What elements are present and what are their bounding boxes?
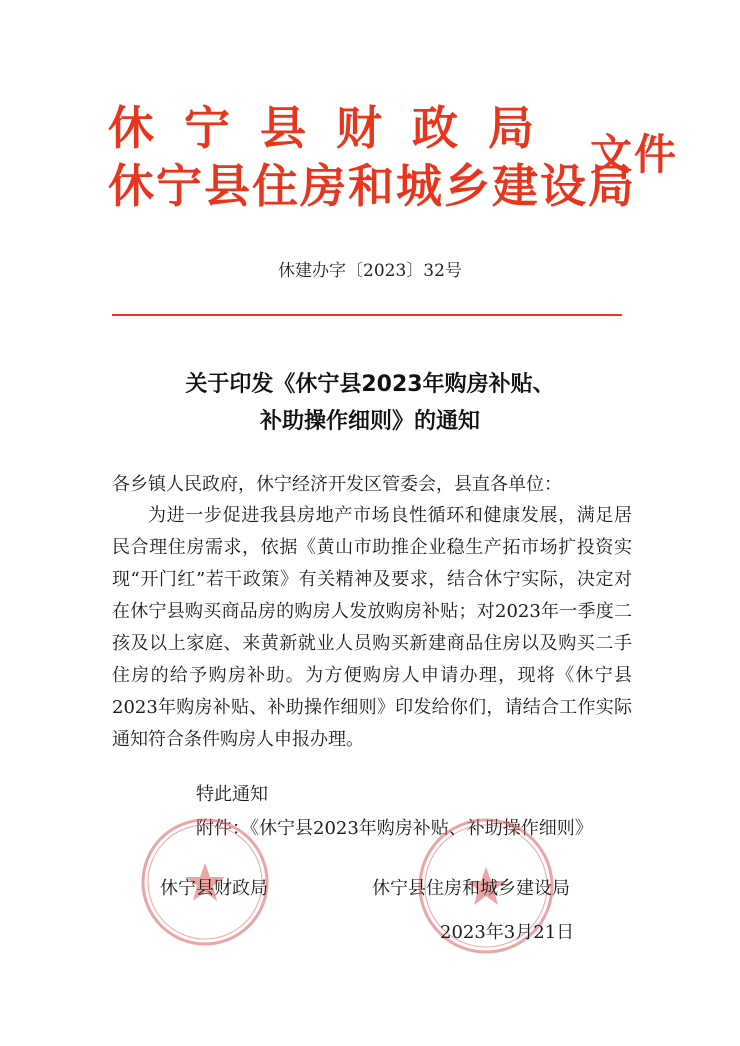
signature-finance-bureau: 休宁县财政局	[160, 878, 268, 899]
header-divider	[112, 314, 622, 316]
signature-housing-bureau: 休宁县住房和城乡建设局	[372, 878, 570, 899]
document-title-line-1: 关于印发《休宁县2023年购房补贴、	[185, 372, 555, 397]
closing-notice: 特此通知	[196, 784, 268, 805]
issue-date: 2023年3月21日	[440, 922, 575, 943]
salutation: 各乡镇人民政府，休宁经济开发区管委会，县直各单位：	[112, 474, 562, 495]
document-title-line-2: 补助操作细则》的通知	[259, 409, 480, 434]
header-document-suffix: 文件	[590, 130, 679, 179]
document-number: 休建办字〔2023〕32号	[278, 261, 462, 281]
attachment-line: 附件：《休宁县2023年购房补贴、补助操作细则》	[196, 818, 593, 839]
header-agency-finance: 休宁县财政局	[108, 101, 564, 155]
body-paragraph: 为进一步促进我县房地产市场良性循环和健康发展，满足居民合理住房需求，依据《黄山市助推企业稳生产拓市场扩投资实现“开门红”若干政策》有关精神及要求，结合休宁实际，决定对在休宁县购买商品房的购房人发放购房补贴；对2023年一季度二孩及以上家庭、来黄新就业人员购买新建商品住房以及购买二手住房的给予购房补助。为方便购房人申请办理，现将《休宁县2023年购房补贴、补助操作细则》印发给你们，请结合工作实际通知符合条件购房人申报办理。	[112, 505, 632, 750]
header-agency-housing: 休宁县住房和城乡建设局	[108, 159, 636, 213]
